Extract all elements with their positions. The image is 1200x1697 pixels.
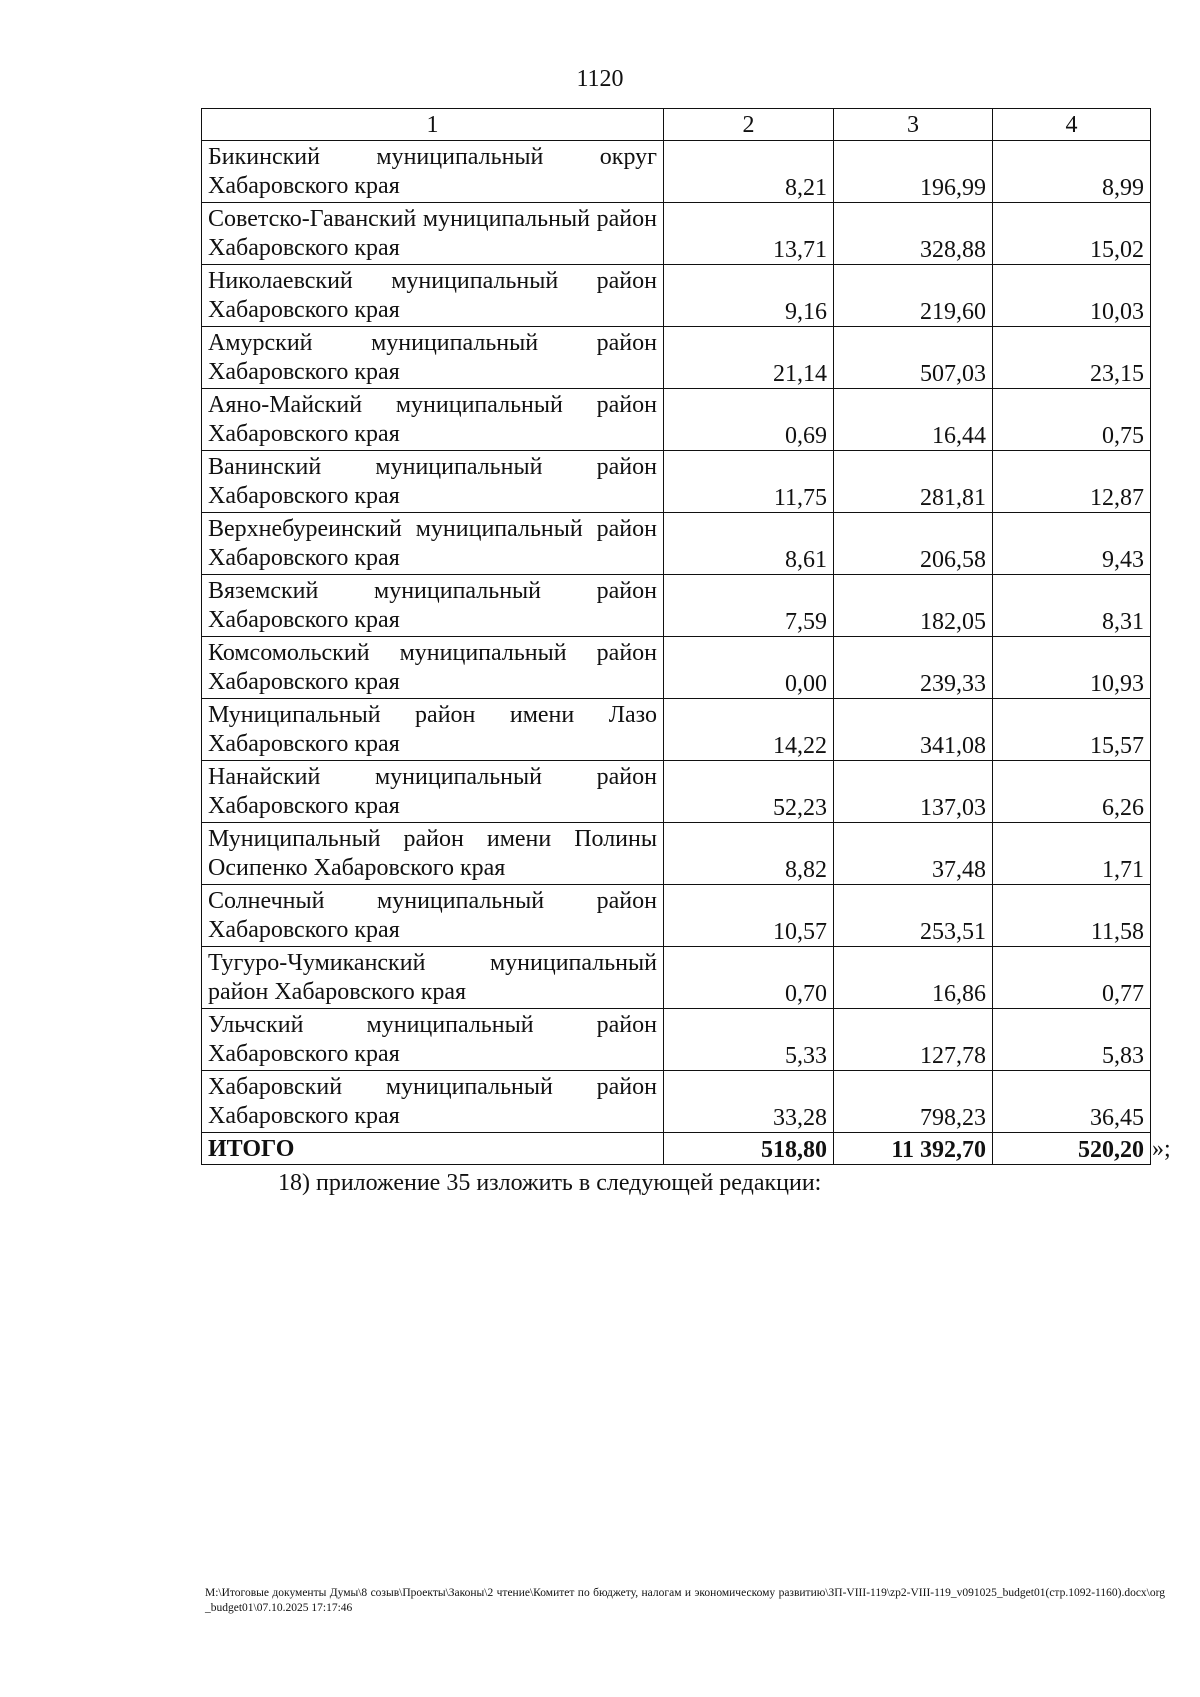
value-col-2: 33,28: [664, 1071, 834, 1133]
value-col-2: 52,23: [664, 761, 834, 823]
table-header-row: [202, 109, 1151, 141]
district-name: Амурский муниципальный район Хабаровского края: [202, 327, 664, 389]
value-col-3: 507,03: [834, 327, 993, 389]
value-col-4: 23,15: [993, 327, 1151, 389]
value-col-4: 36,45: [993, 1071, 1151, 1133]
district-name: Хабаровский муниципальный район Хабаровского края: [202, 1071, 664, 1133]
value-col-2: 5,33: [664, 1009, 834, 1071]
total-col-4: 520,20: [993, 1133, 1151, 1165]
table-row: [202, 823, 1151, 885]
table-row: [202, 885, 1151, 947]
closing-quote: »;: [1152, 1136, 1171, 1162]
table-body: [202, 141, 1151, 1165]
district-name: Муниципальный район имени Лазо Хабаровского края: [202, 699, 664, 761]
value-col-2: 10,57: [664, 885, 834, 947]
value-col-3: 16,44: [834, 389, 993, 451]
district-name: Аяно-Майский муниципальный район Хабаровского края: [202, 389, 664, 451]
table-row: [202, 699, 1151, 761]
value-col-3: 196,99: [834, 141, 993, 203]
value-col-4: 6,26: [993, 761, 1151, 823]
value-col-3: 281,81: [834, 451, 993, 513]
district-name: Тугуро-Чумиканский муниципальный район Хабаровского края: [202, 947, 664, 1009]
value-col-3: 206,58: [834, 513, 993, 575]
value-col-3: 798,23: [834, 1071, 993, 1133]
value-col-3: 253,51: [834, 885, 993, 947]
instruction-text: 18) приложение 35 изложить в следующей редакции:: [278, 1170, 822, 1196]
value-col-3: 137,03: [834, 761, 993, 823]
value-col-3: 341,08: [834, 699, 993, 761]
value-col-3: 328,88: [834, 203, 993, 265]
value-col-2: 13,71: [664, 203, 834, 265]
column-header: 1: [202, 109, 664, 141]
value-col-4: 12,87: [993, 451, 1151, 513]
value-col-4: 8,99: [993, 141, 1151, 203]
value-col-4: 15,02: [993, 203, 1151, 265]
total-label: ИТОГО: [202, 1133, 664, 1165]
district-name: Николаевский муниципальный район Хабаровского края: [202, 265, 664, 327]
table-row: [202, 141, 1151, 203]
district-name: Ванинский муниципальный район Хабаровского края: [202, 451, 664, 513]
value-col-3: 37,48: [834, 823, 993, 885]
value-col-2: 11,75: [664, 451, 834, 513]
value-col-2: 21,14: [664, 327, 834, 389]
column-header: 3: [834, 109, 993, 141]
table-row: [202, 637, 1151, 699]
value-col-2: 7,59: [664, 575, 834, 637]
table-row: [202, 1009, 1151, 1071]
value-col-3: 16,86: [834, 947, 993, 1009]
value-col-4: 10,93: [993, 637, 1151, 699]
table-row: [202, 761, 1151, 823]
value-col-2: 8,21: [664, 141, 834, 203]
district-name: Советско-Гаванский муниципальный район Хабаровского края: [202, 203, 664, 265]
table-row: [202, 327, 1151, 389]
total-col-2: 518,80: [664, 1133, 834, 1165]
page-number: 1120: [576, 66, 624, 92]
value-col-2: 8,61: [664, 513, 834, 575]
value-col-2: 0,70: [664, 947, 834, 1009]
value-col-4: 15,57: [993, 699, 1151, 761]
value-col-2: 0,00: [664, 637, 834, 699]
district-name: Вяземский муниципальный район Хабаровского края: [202, 575, 664, 637]
value-col-3: 239,33: [834, 637, 993, 699]
value-col-4: 0,77: [993, 947, 1151, 1009]
value-col-3: 182,05: [834, 575, 993, 637]
value-col-4: 1,71: [993, 823, 1151, 885]
district-name: Бикинский муниципальный округ Хабаровского края: [202, 141, 664, 203]
value-col-4: 10,03: [993, 265, 1151, 327]
value-col-2: 14,22: [664, 699, 834, 761]
table-row: [202, 1071, 1151, 1133]
value-col-4: 5,83: [993, 1009, 1151, 1071]
district-name: Верхнебуреинский муниципальный район Хабаровского края: [202, 513, 664, 575]
district-name: Ульчский муниципальный район Хабаровского края: [202, 1009, 664, 1071]
district-name: Нанайский муниципальный район Хабаровского края: [202, 761, 664, 823]
value-col-3: 219,60: [834, 265, 993, 327]
value-col-2: 0,69: [664, 389, 834, 451]
table-row: [202, 513, 1151, 575]
table-row: [202, 389, 1151, 451]
footer-file-path: M:\Итоговые документы Думы\8 созыв\Проекты\Законы\2 чтение\Комитет по бюджету, налогам и экономическому развитию\ЗП-VIII-119\zp2-VIII-119_v091025_budget01(стр.1092-1160).docx\org_budget01\07.10.2025 17:17:46: [205, 1587, 1165, 1614]
value-col-2: 9,16: [664, 265, 834, 327]
value-col-4: 9,43: [993, 513, 1151, 575]
table-row: [202, 451, 1151, 513]
value-col-4: 8,31: [993, 575, 1151, 637]
table-row: [202, 203, 1151, 265]
column-header: 4: [993, 109, 1151, 141]
value-col-2: 8,82: [664, 823, 834, 885]
district-name: Муниципальный район имени Полины Осипенко Хабаровского края: [202, 823, 664, 885]
value-col-4: 0,75: [993, 389, 1151, 451]
value-col-4: 11,58: [993, 885, 1151, 947]
value-col-3: 127,78: [834, 1009, 993, 1071]
table-row: [202, 575, 1151, 637]
column-header: 2: [664, 109, 834, 141]
budget-table: [201, 108, 1151, 1165]
total-row: [202, 1133, 1151, 1165]
district-name: Солнечный муниципальный район Хабаровского края: [202, 885, 664, 947]
district-name: Комсомольский муниципальный район Хабаровского края: [202, 637, 664, 699]
table-row: [202, 947, 1151, 1009]
table-row: [202, 265, 1151, 327]
total-col-3: 11 392,70: [834, 1133, 993, 1165]
